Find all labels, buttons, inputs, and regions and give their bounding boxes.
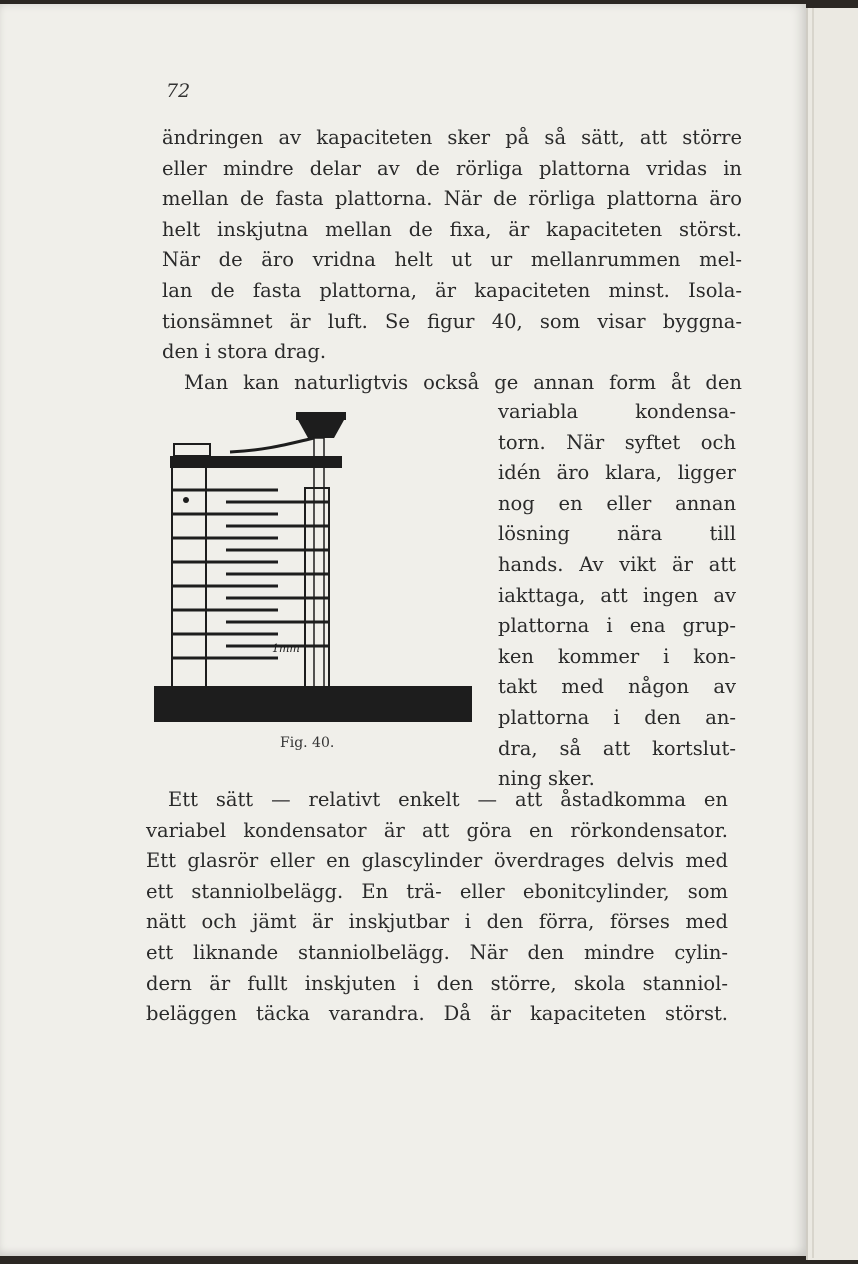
text-line: ett liknande stanniolbelägg. När den mindre cylin- [146, 940, 728, 964]
text-line: helt inskjutna mellan de fixa, är kapaciteten störst. [162, 217, 742, 241]
scale-label: 1mm [272, 642, 300, 655]
screw [183, 497, 189, 503]
text-line: plattorna i den an- [498, 705, 736, 729]
figure-40 [148, 408, 478, 768]
text-line: takt med någon av [498, 675, 736, 699]
text-line: idén äro klara, ligger [498, 461, 736, 485]
knob [296, 412, 346, 420]
text-line: iakttaga, att ingen av [498, 583, 736, 607]
text-line: nätt och jämt är inskjutbar i den förra, förses med [146, 910, 728, 934]
knob-body [298, 420, 344, 438]
paragraph-side [498, 397, 736, 795]
text-line: variabla kondensa- [498, 400, 736, 423]
text-line: ett stanniolbelägg. En trä- eller ebonitcylinder, som [146, 879, 728, 903]
text-line: den i stora drag. [162, 340, 327, 364]
text-line: mellan de fasta plattorna. När de rörliga plattorna äro [162, 187, 742, 211]
page-edge-line [812, 8, 814, 1258]
text-line: eller mindre delar av de rörliga plattorna vridas in [162, 156, 742, 180]
text-line: variabel kondensator är att göra en rörkondensator. [146, 818, 728, 842]
text-line: När de äro vridna helt ut ur mellanrummen mel- [162, 248, 742, 272]
paragraph-bottom [146, 785, 728, 1030]
text-line: ning sker. [498, 767, 595, 791]
page-number: 72 [166, 80, 191, 102]
base-plate [154, 686, 472, 722]
text-line: beläggen täcka varandra. Då är kapaciteten störst. [146, 1002, 728, 1026]
figure-caption: Fig. 40. [280, 735, 335, 751]
capacitor-diagram [148, 408, 478, 728]
text-line: dra, så att kortslut- [498, 736, 736, 760]
text-line: hands. Av vikt är att [498, 552, 736, 576]
text-line: lan de fasta plattorna, är kapaciteten minst. Isola- [162, 278, 742, 302]
text-line: lösning nära till [498, 522, 736, 546]
right-column [305, 488, 329, 688]
shaft [314, 438, 324, 688]
text-line: Ett glasrör eller en glascylinder överdrages delvis med [146, 849, 728, 873]
text-line: dern är fullt inskjuten i den större, skola stanniol- [146, 971, 728, 995]
text-line: tionsämnet är luft. Se figur 40, som visar byggna- [162, 309, 742, 333]
text-line: Ett sätt — relativt enkelt — att åstadkomma en [168, 788, 728, 811]
text-line: nog en eller annan [498, 491, 736, 515]
lever [230, 438, 314, 452]
text-line: plattorna i ena grup- [498, 614, 736, 638]
text-line: ändringen av kapaciteten sker på så sätt, att större [162, 126, 742, 149]
top-bracket [174, 444, 210, 456]
book-page [0, 4, 806, 1256]
text-line: Man kan naturligtvis också ge annan form åt den [184, 370, 742, 394]
top-bar [170, 456, 342, 468]
text-line: torn. När syftet och [498, 430, 736, 454]
paragraph-top [162, 123, 742, 398]
text-line: ken kommer i kon- [498, 644, 736, 668]
